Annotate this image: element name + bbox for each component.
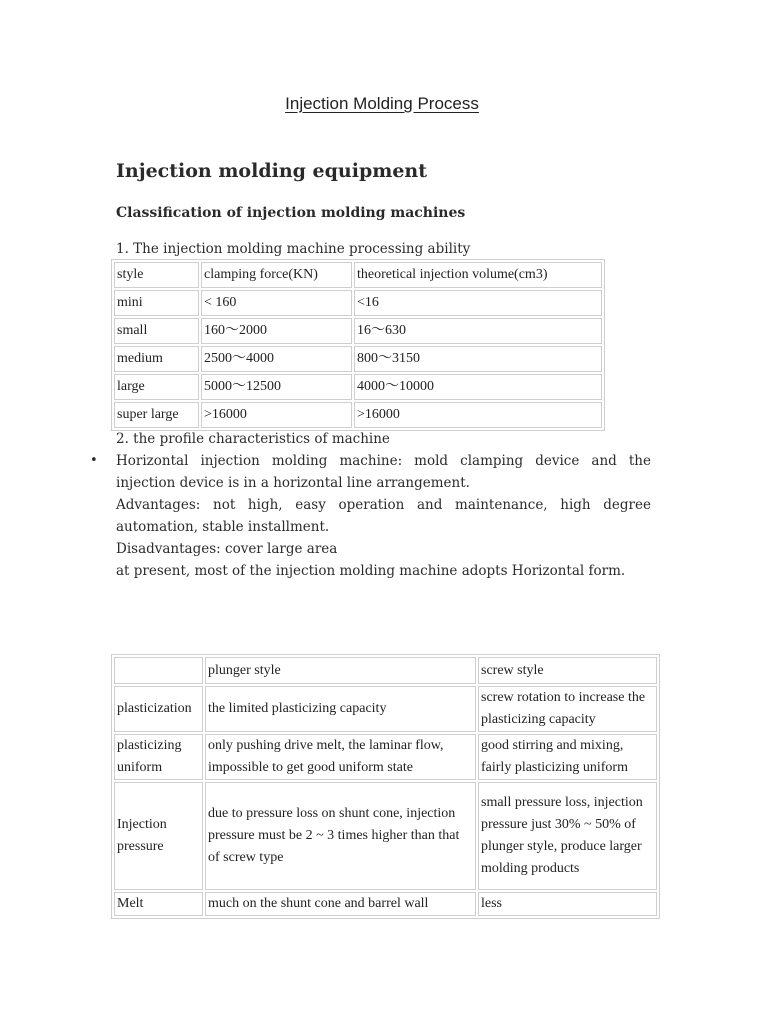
table-cell: 4000～10000 bbox=[354, 374, 602, 400]
table-cell: small pressure loss, injection pressure just 30% ~ 50% of plunger style, produce larger molding products bbox=[478, 782, 657, 890]
section2-label: 2. the profile characteristics of machine bbox=[116, 431, 390, 447]
table-cell: large bbox=[114, 374, 199, 400]
table-cell: 5000～12500 bbox=[201, 374, 352, 400]
table-cell: super large bbox=[114, 402, 199, 428]
subsection-heading: Classification of injection molding machines bbox=[116, 205, 466, 221]
table-cell: plasticization bbox=[114, 686, 203, 732]
table-cell: <16 bbox=[354, 290, 602, 316]
table-row bbox=[114, 686, 657, 732]
table-cell: medium bbox=[114, 346, 199, 372]
table-cell: less bbox=[478, 892, 657, 916]
table-header-cell: style bbox=[114, 262, 199, 288]
table-header-row bbox=[114, 262, 602, 288]
processing-ability-table bbox=[111, 259, 605, 431]
table-cell: small bbox=[114, 318, 199, 344]
table-header-cell: theoretical injection volume(cm3) bbox=[354, 262, 602, 288]
table-cell: Injection pressure bbox=[114, 782, 203, 890]
table-header-cell: screw style bbox=[478, 657, 657, 684]
table-cell: >16000 bbox=[354, 402, 602, 428]
section-heading: Injection molding equipment bbox=[116, 160, 428, 182]
table-cell: good stirring and mixing, fairly plasticizing uniform bbox=[478, 734, 657, 780]
table-header-cell: clamping force(KN) bbox=[201, 262, 352, 288]
table-cell: the limited plasticizing capacity bbox=[205, 686, 476, 732]
plunger-vs-screw-table bbox=[111, 654, 660, 919]
table-row bbox=[114, 318, 602, 344]
table-header-cell bbox=[114, 657, 203, 684]
advantages-text: Advantages: not high, easy operation and maintenance, high degree automation, stable installment. bbox=[116, 497, 651, 535]
page-title: Injection Molding Process bbox=[285, 94, 479, 113]
table-cell: 800～3150 bbox=[354, 346, 602, 372]
table-cell: Melt bbox=[114, 892, 203, 916]
table-cell: 16～630 bbox=[354, 318, 602, 344]
table-header-row bbox=[114, 657, 657, 684]
table-cell: < 160 bbox=[201, 290, 352, 316]
table-cell: plasticizing uniform bbox=[114, 734, 203, 780]
table-row bbox=[114, 374, 602, 400]
disadvantages-text: Disadvantages: cover large area bbox=[116, 541, 338, 557]
bullet-icon: • bbox=[90, 453, 98, 468]
table-cell: >16000 bbox=[201, 402, 352, 428]
note-text: at present, most of the injection molding machine adopts Horizontal form. bbox=[116, 563, 626, 579]
table-cell: 160～2000 bbox=[201, 318, 352, 344]
table-cell: mini bbox=[114, 290, 199, 316]
table-cell: much on the shunt cone and barrel wall bbox=[205, 892, 476, 916]
table-row bbox=[114, 346, 602, 372]
table-row bbox=[114, 892, 657, 916]
table-row bbox=[114, 290, 602, 316]
table-cell: only pushing drive melt, the laminar flow, impossible to get good uniform state bbox=[205, 734, 476, 780]
table-row bbox=[114, 782, 657, 890]
table-header-cell: plunger style bbox=[205, 657, 476, 684]
table-cell: due to pressure loss on shunt cone, injection pressure must be 2 ~ 3 times higher than that of screw type bbox=[205, 782, 476, 890]
table-row bbox=[114, 402, 602, 428]
bullet-text: Horizontal injection molding machine: mold clamping device and the injection device is in a horizontal line arrangement. bbox=[116, 453, 651, 491]
section1-label: 1. The injection molding machine processing ability bbox=[116, 241, 471, 257]
table-row bbox=[114, 734, 657, 780]
table-cell: 2500～4000 bbox=[201, 346, 352, 372]
bullet-item bbox=[116, 450, 651, 582]
table-cell: screw rotation to increase the plasticizing capacity bbox=[478, 686, 657, 732]
